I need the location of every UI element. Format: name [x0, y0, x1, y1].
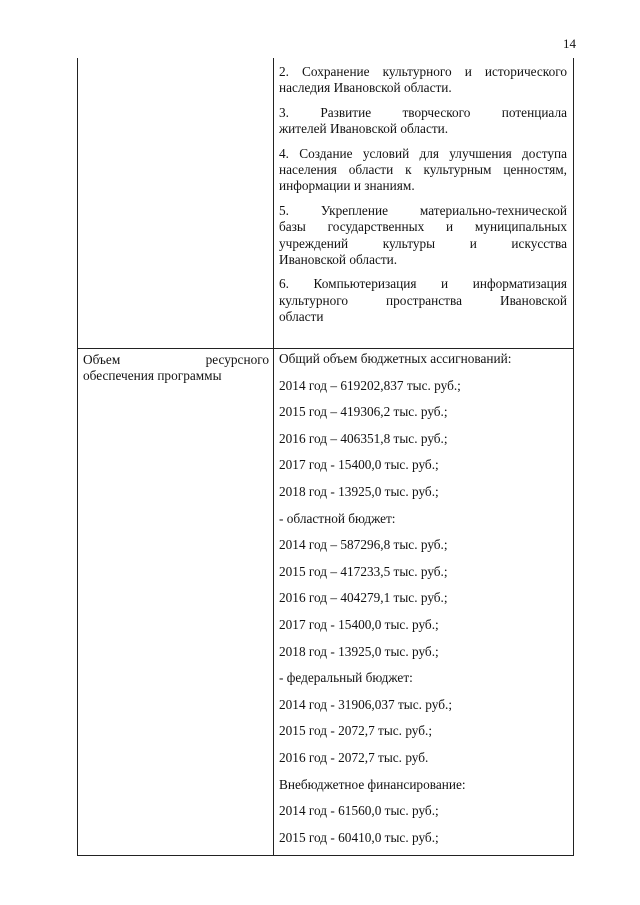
program-passport-table [77, 58, 574, 856]
resource-line: 2015 год - 60410,0 тыс. руб.; [279, 829, 439, 845]
goal-text-line: области [279, 309, 324, 325]
resource-line: 2015 год - 2072,7 тыс. руб.; [279, 723, 433, 739]
goal-text-line: наследия Ивановской области. [279, 80, 452, 96]
resource-line: 2017 год - 15400,0 тыс. руб.; [279, 616, 439, 632]
resource-label-word: ресурсного [205, 352, 269, 367]
resource-line: 2014 год – 619202,837 тыс. руб.; [279, 377, 461, 393]
goal-text-line: базы государственных и муниципальных [279, 219, 567, 235]
goal-text-line: 5. Укрепление материально-технической [279, 202, 567, 218]
goal-text-line: Ивановской области. [279, 252, 398, 268]
resource-line: 2016 год – 404279,1 тыс. руб.; [279, 590, 448, 606]
goal-text-line: 4. Создание условий для улучшения доступа [279, 145, 567, 161]
resource-line: 2015 год – 417233,5 тыс. руб.; [279, 563, 448, 579]
goal-item [279, 105, 567, 138]
row-divider [78, 348, 573, 349]
resource-label-cell [83, 352, 269, 385]
resource-line: 2018 год - 13925,0 тыс. руб.; [279, 483, 439, 499]
goal-text-line: 2. Сохранение культурного и исторического [279, 64, 567, 79]
goals-cell [279, 64, 567, 326]
page-number: 14 [563, 36, 576, 51]
resource-label-line [83, 352, 269, 368]
goal-text-line: 3. Развитие творческого потенциала [279, 104, 567, 120]
goal-text-line: культурного пространства Ивановской [279, 292, 567, 308]
goal-item [279, 203, 567, 269]
resource-line: 2014 год - 31906,037 тыс. руб.; [279, 696, 453, 712]
goal-text-line: жителей Ивановской области. [279, 121, 449, 137]
resource-line: - федеральный бюджет: [279, 670, 413, 686]
goal-item [279, 146, 567, 195]
resource-line: 2016 год – 406351,8 тыс. руб.; [279, 430, 448, 446]
resource-values-cell [279, 351, 567, 856]
goal-item [279, 276, 567, 325]
goal-text-line: информации и знаниям. [279, 178, 415, 194]
resource-line: Общий объем бюджетных ассигнований: [279, 351, 512, 366]
resource-line: 2016 год - 2072,7 тыс. руб. [279, 749, 429, 765]
resource-line: Внебюджетное финансирование: [279, 776, 466, 792]
resource-line: 2015 год – 419306,2 тыс. руб.; [279, 404, 448, 420]
resource-label-line: обеспечения программы [83, 368, 222, 384]
resource-line: - областной бюджет: [279, 510, 396, 526]
goal-text-line: 6. Компьютеризация и информатизация [279, 276, 567, 292]
resource-line: 2014 год - 61560,0 тыс. руб.; [279, 803, 439, 819]
resource-line: 2018 год - 13925,0 тыс. руб.; [279, 643, 439, 659]
column-divider [273, 58, 274, 855]
resource-line: 2017 год - 15400,0 тыс. руб.; [279, 457, 439, 473]
resource-line: 2014 год – 587296,8 тыс. руб.; [279, 537, 448, 553]
resource-label-word: Объем [83, 352, 121, 367]
goal-item [279, 64, 567, 97]
goal-text-line: учреждений культуры и искусства [279, 235, 567, 251]
goal-text-line: населения области к культурным ценностям, [279, 162, 567, 178]
